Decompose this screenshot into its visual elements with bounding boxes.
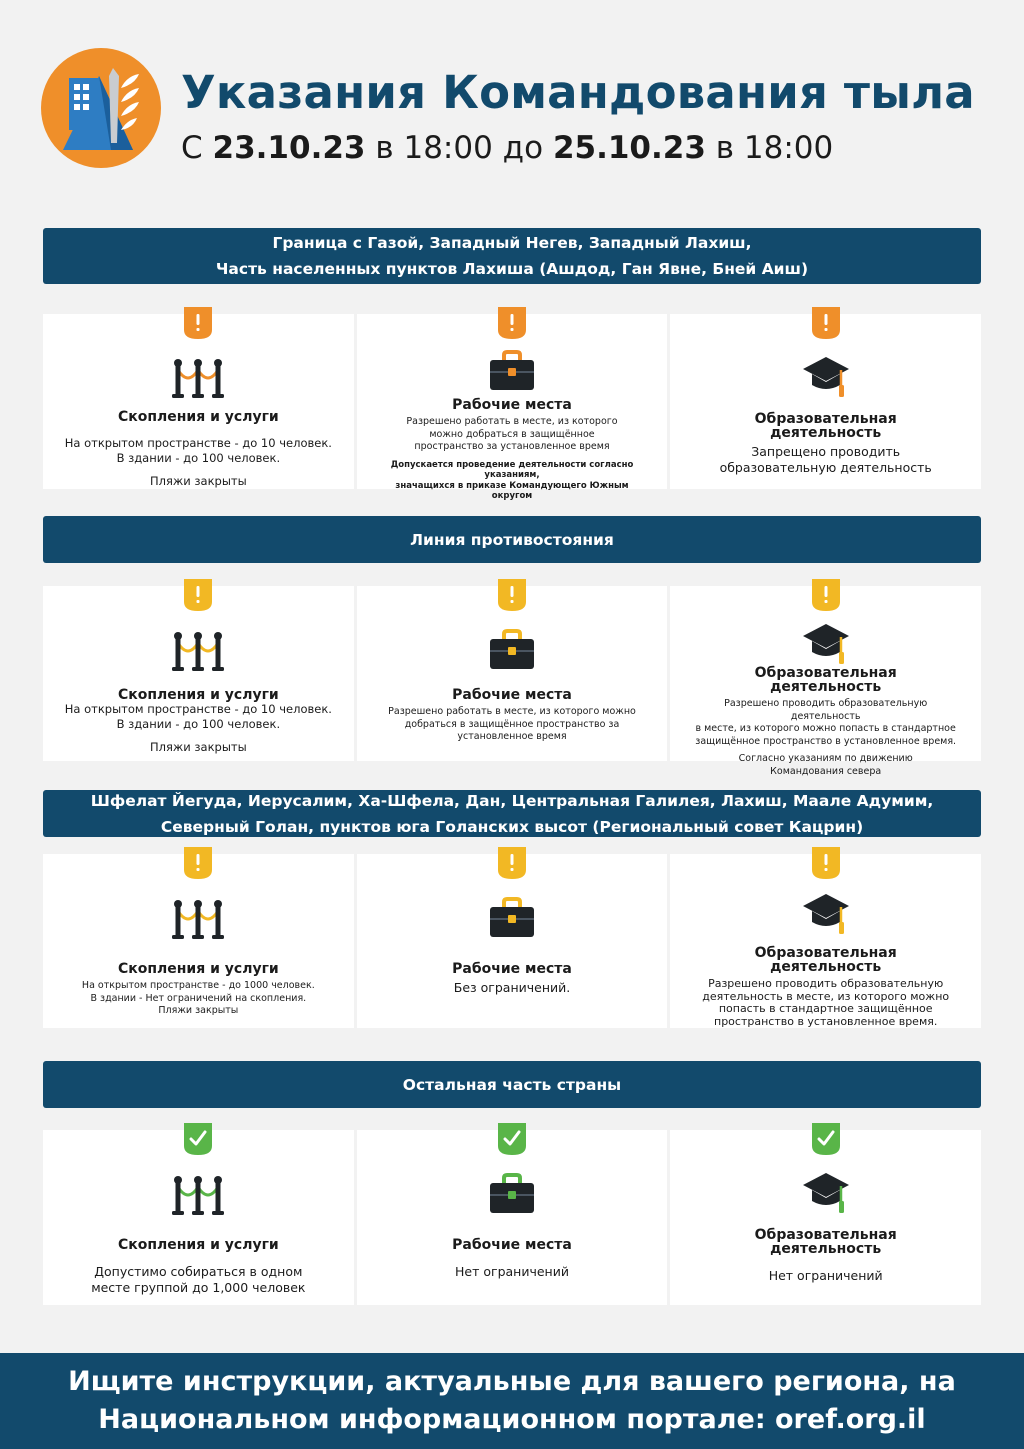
- card-text: пространство за установленное время: [414, 441, 610, 452]
- card-text: добраться в защищённое пространство за: [404, 718, 620, 730]
- briefcase-icon: [481, 890, 543, 946]
- card-text: деятельность в месте, из которого можно: [702, 989, 950, 1003]
- warning-badge-icon: [497, 846, 527, 880]
- card-text: в месте, из которого можно попасть в стандартное: [695, 723, 956, 734]
- card-title: Скопления и услуги: [117, 961, 279, 977]
- page-header: [0, 0, 1024, 200]
- card-text: В здании - до 100 человек.: [116, 451, 281, 465]
- footer-line: Ищите инструкции, актуальные для вашего региона, на: [68, 1366, 956, 1397]
- card-text: На открытом пространстве - до 10 человек.: [64, 702, 332, 716]
- card-workplaces: [357, 854, 668, 1028]
- card-title: Образовательная деятельность: [754, 945, 897, 975]
- banner-line: Северный Голан, пунктов юга Голанских высот (Региональный совет Кацрин): [160, 817, 864, 836]
- graduation-cap-icon: [795, 350, 857, 406]
- card-text: Командования севера: [770, 765, 882, 777]
- card-text: На открытом пространстве - до 1000 человек.: [81, 980, 315, 991]
- card-text: образовательную деятельность: [719, 460, 932, 475]
- crowd-stanchion-icon: [167, 890, 229, 946]
- card-title: Образовательная деятельность: [754, 1227, 897, 1257]
- date-prefix: С: [181, 130, 203, 166]
- region-banner-rest-of-country: [43, 1061, 981, 1108]
- check-badge-icon: [497, 1122, 527, 1156]
- date-to: 25.10.23: [552, 130, 706, 166]
- card-workplaces: [357, 586, 668, 761]
- graduation-cap-icon: [795, 1166, 857, 1222]
- card-title: Образовательная деятельность: [754, 665, 897, 695]
- date-from-word: в 18:00 до: [375, 130, 544, 166]
- card-gatherings: [43, 314, 354, 489]
- card-title: Рабочие места: [452, 397, 572, 413]
- briefcase-icon: [481, 1166, 543, 1222]
- warning-badge-icon: [497, 306, 527, 340]
- crowd-stanchion-icon: [167, 622, 229, 678]
- card-text: Разрешено проводить образовательную: [708, 977, 944, 990]
- date-from: 23.10.23: [212, 130, 366, 166]
- warning-badge-icon: [497, 578, 527, 612]
- card-title: Скопления и услуги: [117, 1237, 279, 1253]
- card-title: Скопления и услуги: [117, 687, 279, 703]
- card-text: Разрешено работать в месте, из которого: [406, 416, 618, 427]
- card-gatherings: [43, 1130, 354, 1305]
- section-row-confrontation-line: [43, 586, 981, 777]
- home-front-command-logo: [41, 48, 161, 168]
- card-education: [670, 314, 981, 489]
- card-text: Разрешено работать в месте, из которого можно: [388, 706, 636, 717]
- card-education: [670, 586, 981, 777]
- validity-period: [181, 130, 833, 166]
- banner-line: Остальная часть страны: [402, 1075, 622, 1094]
- warning-badge-icon: [183, 578, 213, 612]
- card-text: На открытом пространстве - до 10 человек.: [64, 436, 332, 450]
- card-text: Согласно указаниям по движению: [738, 753, 913, 764]
- briefcase-icon: [481, 622, 543, 678]
- card-text: можно добраться в защищённое: [429, 428, 595, 440]
- warning-badge-icon: [811, 846, 841, 880]
- check-badge-icon: [183, 1122, 213, 1156]
- card-text: попасть в стандартное защищённое: [718, 1002, 933, 1015]
- card-title: Скопления и услуги: [117, 409, 279, 426]
- card-text: Пляжи закрыты: [150, 474, 247, 488]
- check-badge-icon: [811, 1122, 841, 1156]
- graduation-cap-icon: [795, 890, 857, 940]
- banner-line: Граница с Газой, Западный Негев, Западный Лахиш,: [272, 234, 752, 252]
- card-text: Допустимо собираться в одном: [94, 1264, 303, 1279]
- card-text: защищённое пространство в установленное время.: [695, 735, 957, 747]
- card-workplaces: [357, 1130, 668, 1305]
- card-text: Пляжи закрыты: [150, 740, 247, 754]
- banner-line: Шфелат Йегуда, Иерусалим, Ха-Шфела, Дан, Центральная Галилея, Лахиш, Маале Адумим,: [90, 791, 934, 810]
- warning-badge-icon: [183, 846, 213, 880]
- section-row-rest-of-country: [43, 1130, 981, 1305]
- card-gatherings: [43, 854, 354, 1028]
- card-note: Допускается проведение деятельности согласно указаниям,: [390, 459, 634, 480]
- region-banner-confrontation-line: [43, 516, 981, 563]
- card-note: значащихся в приказе Командующего Южным округом: [395, 480, 629, 501]
- card-text: Запрещено проводить: [751, 444, 901, 459]
- card-text: месте группой до 1,000 человек: [91, 1280, 306, 1295]
- warning-badge-icon: [811, 306, 841, 340]
- warning-badge-icon: [811, 578, 841, 612]
- card-title: Рабочие места: [452, 961, 572, 977]
- crowd-stanchion-icon: [167, 1166, 229, 1222]
- section-row-central: [43, 854, 981, 1028]
- briefcase-icon: [481, 350, 543, 392]
- card-gatherings: [43, 586, 354, 761]
- card-text: Без ограничений.: [453, 980, 571, 995]
- card-text: В здании - Нет ограничений на скопления.: [90, 992, 307, 1004]
- footer-portal-notice: [0, 1353, 1024, 1449]
- card-title: Рабочие места: [452, 687, 572, 703]
- crowd-stanchion-icon: [167, 350, 229, 404]
- date-to-time: в 18:00: [715, 130, 834, 166]
- banner-line: Часть населенных пунктов Лахиша (Ашдод, Ган Явне, Бней Аиш): [215, 260, 809, 278]
- footer-line: Национальном информационном портале: oref.org.il: [98, 1404, 926, 1435]
- section-row-gaza: [43, 314, 981, 501]
- region-banner-central: [43, 790, 981, 837]
- card-text: Разрешено проводить образовательную деятельность: [724, 698, 928, 722]
- graduation-cap-icon: [795, 622, 857, 668]
- page-title: Указания Командования тыла: [181, 66, 975, 119]
- card-text: Нет ограничений: [768, 1268, 883, 1283]
- card-title: Образовательная деятельность: [754, 411, 897, 441]
- card-text: Нет ограничений: [455, 1264, 569, 1279]
- warning-badge-icon: [183, 306, 213, 340]
- card-text: Пляжи закрыты: [158, 1005, 239, 1016]
- card-workplaces: [357, 314, 668, 501]
- card-education: [670, 1130, 981, 1305]
- region-banner-gaza: [43, 228, 981, 284]
- banner-line: Линия противостояния: [410, 530, 614, 549]
- card-text: пространство в установленное время.: [714, 1014, 938, 1028]
- card-education: [670, 854, 981, 1028]
- card-text: В здании - до 100 человек.: [116, 717, 281, 731]
- card-title: Рабочие места: [452, 1237, 572, 1253]
- card-text: установленное время: [457, 731, 567, 742]
